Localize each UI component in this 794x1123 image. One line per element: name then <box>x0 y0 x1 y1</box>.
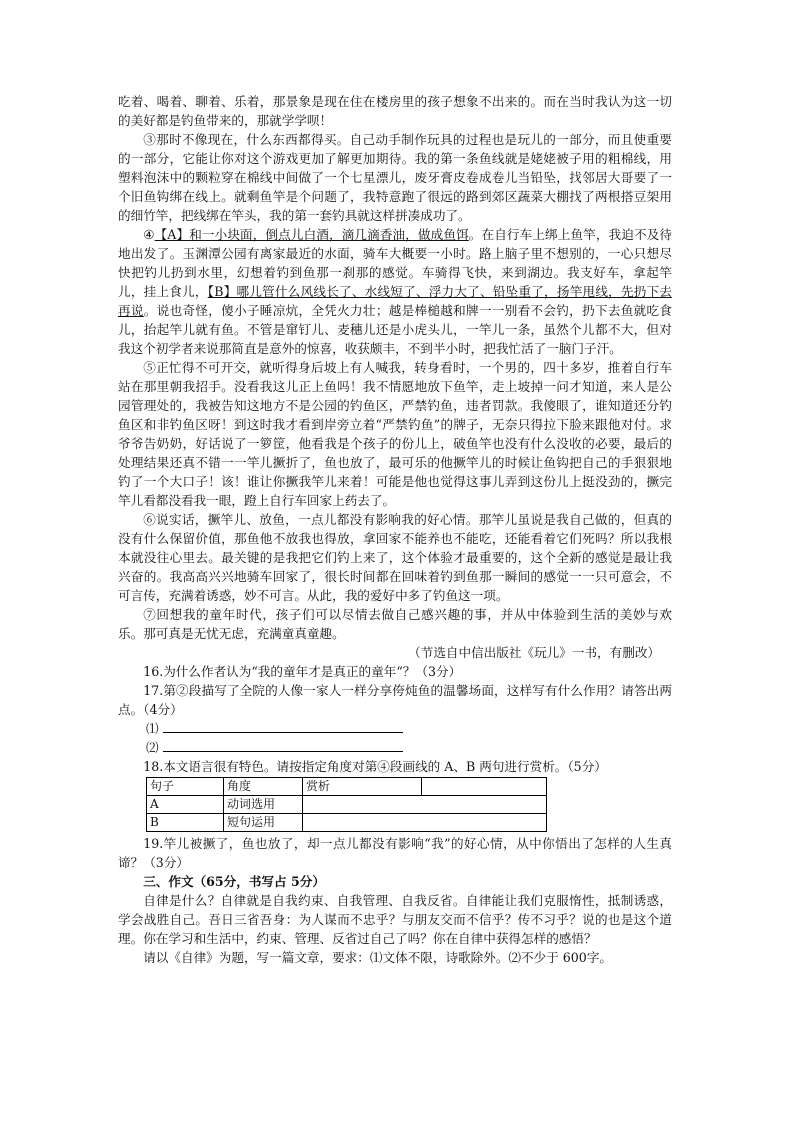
table-header: 赏析 <box>303 778 422 796</box>
paragraph-7: ⑦回想我的童年时代，孩子们可以尽情去做自己感兴趣的事，并从中体验到生活的美妙与欢乐。那可真是无忧无虑，充满童真童趣。 <box>118 607 672 641</box>
answer-number-1: ⑴ <box>146 721 159 736</box>
table-row <box>147 796 547 814</box>
paragraph-4 <box>118 225 672 358</box>
table-cell-answer <box>303 814 547 832</box>
essay-requirements: 请以《自律》为题，写一篇文章，要求：⑴文体不限，诗歌除外。⑵不少于 600字。 <box>143 950 613 965</box>
paragraph-5: ⑤正忙得不可开交，就听得身后坡上有人喊我，转身看时，一个男的，四十多岁，推着自行车站在那里朝我招手。没看我这儿正上鱼吗！我不情愿地放下鱼竿，走上坡掉一问才知道，来人是公园管理处的，我被告知这地方不是公园的钓鱼区，严禁钓鱼，违者罚款。我傻眼了，谁知道还分钓鱼区和非钓鱼区呀！到这时我才看到岸旁立着“严禁钓鱼”的牌子，无奈只得拉下脸来跟他对付。求爷爷告奶奶，好话说了一箩筐，他看我是个孩子的份儿上，破鱼竿也没有什么没收的必要，最后的处理结果还真不错一一竿儿撅折了，鱼也放了，最可乐的他撅竿儿的时候让鱼钩把自己的手狠狠地钓了一个大口子！该！谁让你撅我竿儿来着！可能是他也觉得这事儿弄到这份儿上挺没劲的，撅完竿儿看都没看我一眼，蹬上自行车回家上药去了。 <box>118 360 672 508</box>
question-16: 16.为什么作者认为“我的童年才是真正的童年“？（3分） <box>143 664 462 679</box>
answer-blank-1 <box>163 719 403 733</box>
question-18: 18.本文语言很有特色。请按指定角度对第④段画线的 A、B 两句进行赏析。（5分） <box>143 759 607 774</box>
paragraph-6: ⑥说实话，撅竿儿、放鱼，一点儿都没有影响我的好心情。那竿儿虽说是我自己做的，但真的没有什么保留价值，那鱼他不放我也得放，拿回家不能养也不能吃，还能看着它们死吗？所以我根本就没往心里去。最关键的是我把它们钓上来了，这个体验才最重要的，这个全新的感觉是最让我兴奋的。我高高兴兴地骑车回家了，很长时间都在回味着钓到鱼那一瞬间的感觉一一只可意会，不可言传，充满着诱惑，妙不可言。从此，我的爱好中多了钓鱼这一项。 <box>118 512 672 603</box>
underlined-sentence-a: 【A】和一小块面，倒点儿白酒，滴几滴香油，做成鱼饵 <box>154 227 469 242</box>
paragraph-continued: 吃着、喝着、聊着、乐着，那景象是现在住在楼房里的孩子想象不出来的。而在当时我认为这一切的美好都是钓鱼带来的，那就学学呗！ <box>118 94 672 128</box>
document-page <box>118 92 672 967</box>
question-19: 19.竿儿被撅了，鱼也放了，却一点儿都没有影响“我”的好心情，从中你悟出了怎样的人生真谛？（3分） <box>118 836 672 870</box>
table-cell: B <box>147 814 224 832</box>
underlined-sentence-b: 【B】哪儿管什么风线长了、水线短了、浮力大了、铅坠重了，扬竿甩线，先扔下去再说 <box>118 284 672 318</box>
question-17: 17.第②段描写了全院的人像一家人一样分享侉炖鱼的温馨场面，这样写有什么作用？请答出两点。（4分） <box>118 683 672 717</box>
analysis-table <box>146 777 547 832</box>
paragraph-3: ③那时不像现在，什么东西都得买。自己动手制作玩具的过程也是玩儿的一部分，而且使重要的一部分，它能让你对这个游戏更加了解更加期待。我的第一条鱼线就是姥姥被子用的粗棉线，用塑料泡沫中的颗粒穿在棉线中间做了一个七星漂儿，废牙膏皮卷成卷儿当铅坠，找邻居大哥要了一个旧鱼钩绑在线上。就剩鱼竿是个问题了，我特意跑了很远的路到郊区蔬菜大棚找了两根搭豆架用的细竹竿，把线绑在竿头，我的第一套钓具就这样拼凑成功了。 <box>118 132 672 223</box>
answer-blank-2 <box>163 738 403 752</box>
table-header-empty <box>422 778 547 796</box>
section-3-heading: 三、作文（65分，书写占 5分） <box>143 874 325 889</box>
answer-line-1 <box>118 719 672 738</box>
table-cell: 动词选用 <box>224 796 303 814</box>
table-row <box>147 814 547 832</box>
table-cell: A <box>147 796 224 814</box>
table-header-row <box>147 778 547 796</box>
table-header: 角度 <box>224 778 303 796</box>
table-cell: 短句运用 <box>224 814 303 832</box>
answer-line-2 <box>118 738 672 757</box>
table-cell-answer <box>303 796 547 814</box>
answer-number-2: ⑵ <box>146 740 159 755</box>
essay-prompt: 自律是什么？自律就是自我约束、自我管理、自我反省。自律能让我们克服惰性，抵制诱惑，学会战胜自己。吾日三省吾身：为人谋而不忠乎？与朋友交而不信乎？传不习乎？说的也是这个道理。你在学习和生活中，约束、管理、反省过自己了吗？你在自律中获得怎样的感悟？ <box>118 893 672 946</box>
table-header: 句子 <box>147 778 224 796</box>
paragraph-4-text-1: 。在自行车上绑上鱼竿，我迫不及待地出发了。玉渊潭公园有离家最近的水面，骑车大概要一小时。路上脑子里不想别的，一心只想尽快把钓儿扔到水里，幻想着钓到鱼那一刹那的感觉。车骑得飞快，来到湖边。我支好车，拿起竿儿，挂上食儿， <box>118 227 672 299</box>
source-note: （节选自中信出版社《玩儿》一书，有删改） <box>408 645 660 660</box>
paragraph-4-text-2: 。说也奇怪，傻小子睡凉炕，全凭火力壮；越是棒槌越和牌一一别看不会钓，扔下去鱼就吃食儿，抬起竿儿就有鱼。不管是窜钉儿、麦穗儿还是小虎头儿，一竿儿一条，虽然个儿都不大，但对我这个初学者来说那简直是意外的惊喜，收获颇丰，不到半小时，把我忙活了一脑门子汗。 <box>118 303 672 356</box>
paragraph-4-number: ④ <box>143 227 155 242</box>
